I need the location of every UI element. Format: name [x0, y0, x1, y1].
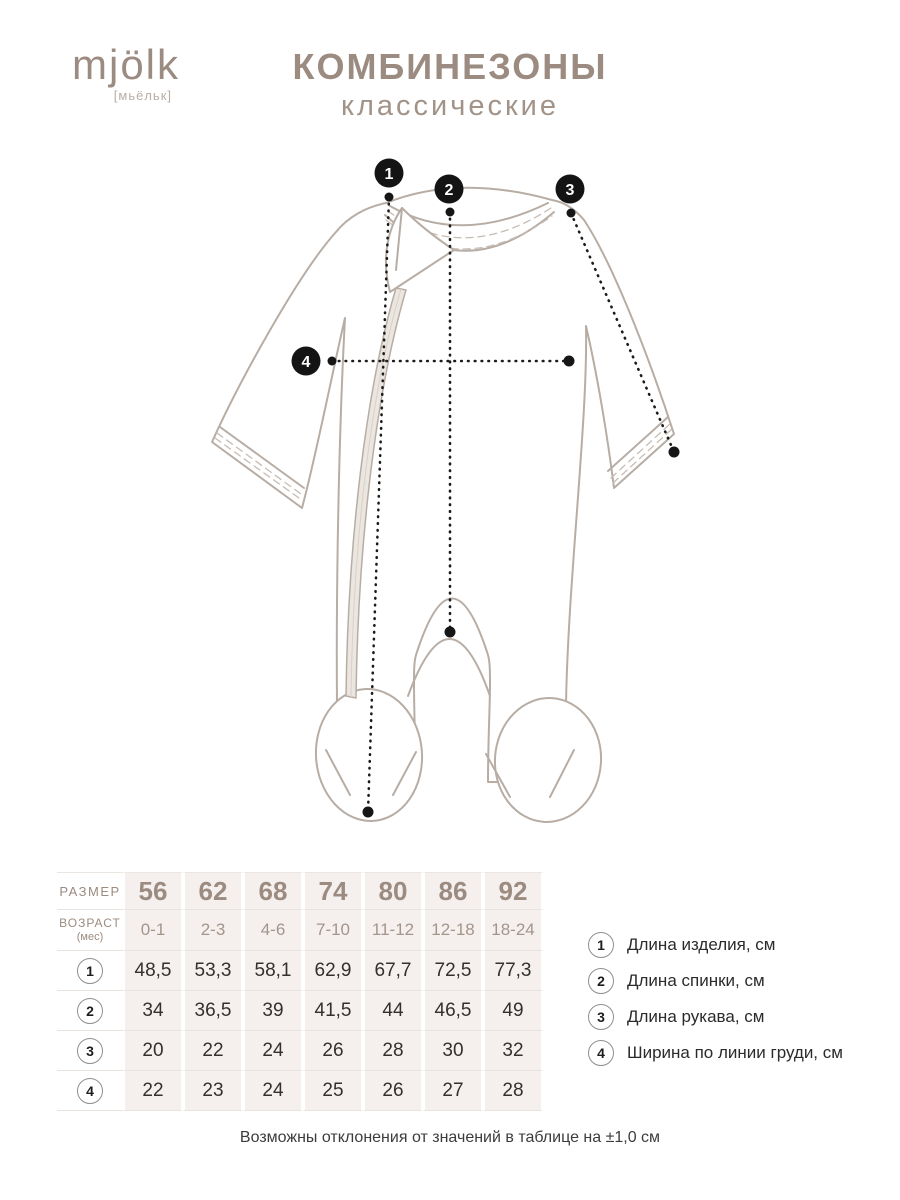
- row-marker-1: 1: [57, 951, 123, 991]
- value-cell: 23: [183, 1071, 243, 1111]
- value-cell: 26: [303, 1031, 363, 1071]
- brand-logo-transcription: [мьёльк]: [113, 88, 172, 103]
- legend-item-4: [588, 1040, 843, 1066]
- legend-item-1: [588, 932, 843, 958]
- marker-2: [435, 175, 464, 204]
- brand-logo-text: mjölk: [72, 41, 181, 88]
- value-cell: 46,5: [423, 991, 483, 1031]
- value-cell: 20: [123, 1031, 183, 1071]
- legend-item-2: [588, 968, 843, 994]
- svg-text:4: 4: [301, 354, 311, 371]
- page-title-block: [0, 41, 900, 123]
- age-row: [57, 910, 543, 951]
- age-cell: 18-24: [483, 910, 543, 951]
- page-title: КОМБИНЕЗОНЫ: [292, 46, 608, 87]
- table-row: [57, 1031, 543, 1071]
- value-cell: 39: [243, 991, 303, 1031]
- size-table: [57, 872, 543, 1111]
- age-cell: 0-1: [123, 910, 183, 951]
- value-cell: 25: [303, 1071, 363, 1111]
- legend-marker-1: 1: [588, 932, 614, 958]
- value-cell: 44: [363, 991, 423, 1031]
- marker-4: [292, 347, 321, 376]
- value-cell: 48,5: [123, 951, 183, 991]
- page-subtitle: классические: [340, 90, 559, 122]
- value-cell: 27: [423, 1071, 483, 1111]
- marker-3: [556, 175, 585, 204]
- size-cell: 62: [183, 872, 243, 910]
- size-cell: 80: [363, 872, 423, 910]
- crotch-seam: [408, 639, 490, 696]
- table-row: [57, 1071, 543, 1111]
- table-row: [57, 991, 543, 1031]
- value-cell: 28: [363, 1031, 423, 1071]
- legend-label: Ширина по линии груди, см: [627, 1043, 843, 1062]
- marker-1: [375, 159, 404, 188]
- age-cell: 4-6: [243, 910, 303, 951]
- row-marker-4: 4: [57, 1071, 123, 1111]
- value-cell: 77,3: [483, 951, 543, 991]
- value-cell: 58,1: [243, 951, 303, 991]
- value-cell: 49: [483, 991, 543, 1031]
- size-row: [57, 872, 543, 910]
- romper-outline: [212, 188, 674, 826]
- value-cell: 32: [483, 1031, 543, 1071]
- legend-item-3: [588, 1004, 843, 1030]
- value-cell: 22: [123, 1071, 183, 1111]
- size-cell: 86: [423, 872, 483, 910]
- value-cell: 41,5: [303, 991, 363, 1031]
- romper-drawing-svg: [150, 140, 750, 840]
- legend-label: Длина спинки, см: [627, 971, 765, 990]
- size-cell: 92: [483, 872, 543, 910]
- legend-label: Длина рукава, см: [627, 1007, 765, 1026]
- age-cell: 11-12: [363, 910, 423, 951]
- size-cell: 68: [243, 872, 303, 910]
- legend-marker-4: 4: [588, 1040, 614, 1066]
- value-cell: 62,9: [303, 951, 363, 991]
- size-cell: 74: [303, 872, 363, 910]
- tolerance-footnote: Возможны отклонения от значений в таблице на ±1,0 см: [239, 1129, 661, 1146]
- value-cell: 24: [243, 1031, 303, 1071]
- value-cell: 67,7: [363, 951, 423, 991]
- age-cell: 12-18: [423, 910, 483, 951]
- age-cell: 2-3: [183, 910, 243, 951]
- value-cell: 24: [243, 1071, 303, 1111]
- svg-text:1: 1: [384, 166, 394, 183]
- size-cell: 56: [123, 872, 183, 910]
- svg-text:2: 2: [444, 182, 454, 199]
- value-cell: 53,3: [183, 951, 243, 991]
- row-marker-2: 2: [57, 991, 123, 1031]
- garment-diagram: [150, 140, 750, 840]
- value-cell: 72,5: [423, 951, 483, 991]
- age-row-label: ВОЗРАСТ (мес): [57, 910, 123, 951]
- size-row-label: РАЗМЕР: [57, 872, 123, 910]
- value-cell: 26: [363, 1071, 423, 1111]
- row-marker-3: 3: [57, 1031, 123, 1071]
- value-cell: 30: [423, 1031, 483, 1071]
- value-cell: 36,5: [183, 991, 243, 1031]
- age-cell: 7-10: [303, 910, 363, 951]
- legend-label: Длина изделия, см: [627, 935, 776, 954]
- measurement-legend: [588, 932, 843, 1066]
- value-cell: 22: [183, 1031, 243, 1071]
- legend-marker-3: 3: [588, 1004, 614, 1030]
- value-cell: 28: [483, 1071, 543, 1111]
- table-row: [57, 951, 543, 991]
- legend-marker-2: 2: [588, 968, 614, 994]
- svg-text:3: 3: [565, 182, 575, 199]
- value-cell: 34: [123, 991, 183, 1031]
